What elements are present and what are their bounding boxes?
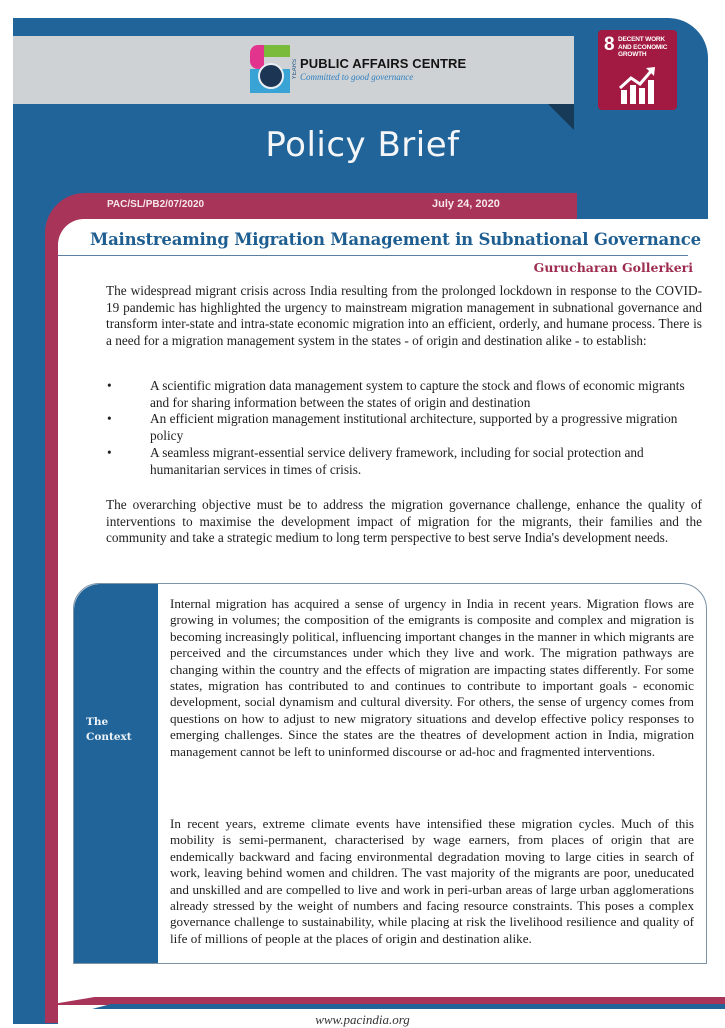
header-blue-tail bbox=[560, 180, 708, 193]
context-label-column bbox=[74, 584, 158, 963]
context-label: The Context bbox=[86, 716, 132, 743]
list-item: • A scientific migration data management system to capture the stock and flows of economic migrants and for sharing information between the states of origin and destination bbox=[107, 378, 685, 410]
organization-tagline: Committed to good governance bbox=[300, 72, 414, 82]
sdg-label: DECENT WORK AND ECONOMIC GROWTH bbox=[618, 36, 668, 58]
footer-blue-stripe bbox=[92, 1004, 725, 1009]
bullet-icon: • bbox=[107, 378, 112, 393]
doc-type-title: Policy Brief bbox=[265, 125, 460, 165]
intro-paragraph: The widespread migrant crisis across India resulting from the prolonged lockdown in response to the COVID-19 pandemic has highlighted the urgency to mainstream migration management in subnational governance and transform inter-state and intra-state economic migration into an efficient, orderly, and humane process. There is a need for a migration management system in the states - of origin and destination alike - to establish: bbox=[106, 283, 702, 349]
author-name: Gurucharan Gollerkeri bbox=[533, 260, 693, 275]
pac-logo[interactable] bbox=[250, 45, 466, 93]
sdg-8-badge bbox=[598, 30, 677, 110]
context-paragraph-2: In recent years, extreme climate events have intensified these migration cycles. Much of this mobility is semi-permanent, characterised by wage earners, from places of origin that are endemically backward and facing environmental degradation moving to large cities in search of work, leaving behind women and children. The vast majority of the migrants are poor, uneducated and unskilled and are compelled to live and work in peri-urban areas of large urban agglomerations already stressed by the weight of numbers and facing resource constraints. This poses a complex governance challenge to sustainability, while placing at risk the livelihood resilience and quality of life of millions of people at the places of origin and destination alike. bbox=[170, 816, 694, 946]
growth-chart-icon bbox=[618, 66, 656, 104]
context-box bbox=[73, 583, 707, 964]
publication-date: July 24, 2020 bbox=[432, 198, 500, 210]
reference-number: PAC/SL/PB2/07/2020 bbox=[107, 199, 205, 210]
context-paragraph-1: Internal migration has acquired a sense of urgency in India in recent years. Migration flows are growing in volumes; the composition of the emigrants is composite and complex and migration is becoming increasingly political, influencing important changes in the manner in which migrants are perceived and the circumstances under which they live and work. The migration pathways are changing within the country and the effects of migration are impacting states differently. For some states, migration has contributed to and continues to contribute to important goals - economic development, social dynamism and cultural diversity. For others, the sense of urgency comes from questions on how to adjust to new migratory situations and develop effective policy responses to emerging challenges. Since the states are the theatres of development action in India, migration management cannot be left to uninformed discourse or ad-hoc and fragmented interventions. bbox=[170, 596, 694, 759]
top-margin bbox=[0, 0, 725, 18]
footer-website-link[interactable]: www.pacindia.org bbox=[315, 1012, 410, 1027]
footer-red-stripe bbox=[47, 997, 725, 1005]
list-item: • An efficient migration management institutional architecture, supported by a progressive migration policy bbox=[107, 411, 678, 444]
logo-years-label: YEARS bbox=[292, 58, 298, 80]
organization-name: PUBLIC AFFAIRS CENTRE bbox=[300, 56, 467, 71]
title-divider bbox=[58, 255, 688, 256]
bullet-icon: • bbox=[107, 444, 112, 460]
pac-25-years-emblem-icon bbox=[250, 45, 290, 93]
bullet-icon: • bbox=[107, 411, 112, 427]
objective-paragraph: The overarching objective must be to address the migration governance challenge, enhance the quality of interventions to maximise the development impact of migration for the migrants, their families and the community and take a strategic medium to long term perspective to best serve India's development needs. bbox=[106, 497, 702, 546]
list-item: • A seamless migrant-essential service delivery framework, including for social protection and humanitarian services in times of crisis. bbox=[107, 444, 644, 477]
document-title: Mainstreaming Migration Management in Subnational Governance bbox=[90, 230, 701, 249]
key-recommendations-list bbox=[106, 378, 704, 478]
sdg-number: 8 bbox=[604, 34, 615, 55]
